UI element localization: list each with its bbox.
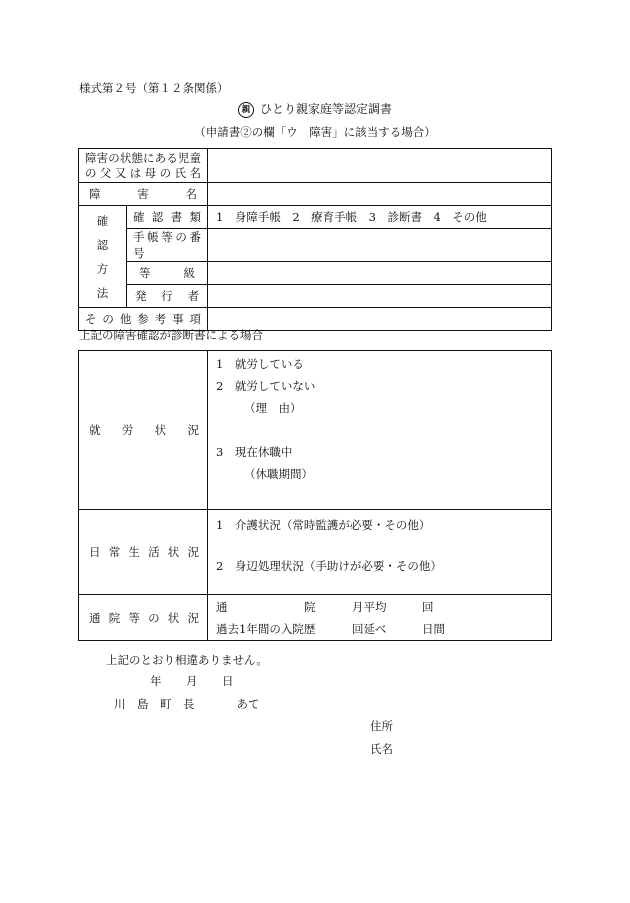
form-code: 様式第２号（第１２条関係） — [79, 81, 229, 95]
method-char-2: 認 — [96, 237, 109, 252]
work-reason: （理 由） — [244, 401, 302, 415]
monthly-average-label: 月平均 — [352, 600, 387, 614]
work-option-3[interactable]: 3 現在休職中 — [216, 445, 293, 459]
handbook-number-label: 手帳等の番号 — [127, 229, 208, 262]
leave-period: （休職期間） — [244, 467, 313, 481]
work-status-cell — [208, 351, 552, 510]
outpatient-line — [216, 596, 543, 618]
outpatient-label: 通 — [216, 600, 228, 614]
parent-name-value[interactable] — [208, 149, 552, 183]
total-times-label: 回延べ — [352, 622, 387, 636]
method-char-3: 方 — [96, 261, 109, 276]
times-label: 回 — [422, 600, 434, 614]
year-label: 年 — [150, 674, 162, 688]
method-char-4: 法 — [96, 285, 109, 300]
admission-line — [216, 618, 543, 640]
method-char-1: 確 — [96, 213, 109, 228]
work-status-label: 就労状況 — [79, 351, 208, 510]
outpatient-label-2: 院 — [304, 600, 316, 614]
closing-statement: 上記のとおり相違ありません。 — [106, 653, 268, 667]
parent-name-label-text: 障害の状態にある児童の父又は母の氏名 — [85, 150, 201, 180]
disability-name-label: 障害名 — [79, 183, 208, 206]
confirmation-method-label — [79, 206, 127, 308]
disability-info-table — [78, 148, 552, 331]
issuer-label: 発行者 — [127, 285, 208, 308]
grade-label: 等級 — [127, 262, 208, 285]
title-text: ひとり親家庭等認定調書 — [259, 102, 392, 116]
issuer-value[interactable] — [208, 285, 552, 308]
daily-life-cell — [208, 510, 552, 595]
document-subtitle: （申請書②の欄「ウ 障害」に該当する場合） — [194, 125, 436, 139]
document-type-options[interactable]: 1 身障手帳 2 療育手帳 3 診断書 4 その他 — [208, 206, 552, 229]
month-label: 月 — [186, 674, 198, 688]
document-type-label: 確認書類 — [127, 206, 208, 229]
address-label: 住所 — [370, 719, 393, 733]
disability-name-value[interactable] — [208, 183, 552, 206]
addressee: 川 島 町 長 — [114, 697, 195, 711]
work-option-1[interactable]: 1 就労している — [216, 357, 304, 371]
hospital-visit-cell — [208, 595, 552, 641]
diagnosis-note: 上記の障害確認が診断書による場合 — [79, 328, 263, 342]
daily-life-label: 日常生活状況 — [79, 510, 208, 595]
grade-value[interactable] — [208, 262, 552, 285]
parent-seal-icon: 親 — [238, 102, 254, 118]
work-option-2[interactable]: 2 就労していない — [216, 379, 316, 393]
diagnosis-status-table — [78, 350, 552, 641]
handbook-number-value[interactable] — [208, 229, 552, 262]
days-label: 日間 — [422, 622, 445, 636]
day-label: 日 — [222, 674, 234, 688]
admission-history-label: 過去1年間の入院歴 — [216, 622, 316, 636]
addressee-to: あて — [236, 697, 260, 711]
name-label: 氏名 — [370, 742, 393, 756]
hospital-visit-label: 通院等の状況 — [79, 595, 208, 641]
document-title — [0, 100, 630, 118]
care-status[interactable]: 1 介護状況（常時監護が必要・その他） — [216, 518, 431, 532]
other-notes-label: その他参考事項 — [79, 308, 208, 331]
self-care-status[interactable]: 2 身辺処理状況（手助けが必要・その他） — [216, 559, 442, 573]
parent-name-label — [79, 149, 208, 183]
date-line — [150, 673, 234, 689]
addressee-line — [114, 696, 260, 712]
